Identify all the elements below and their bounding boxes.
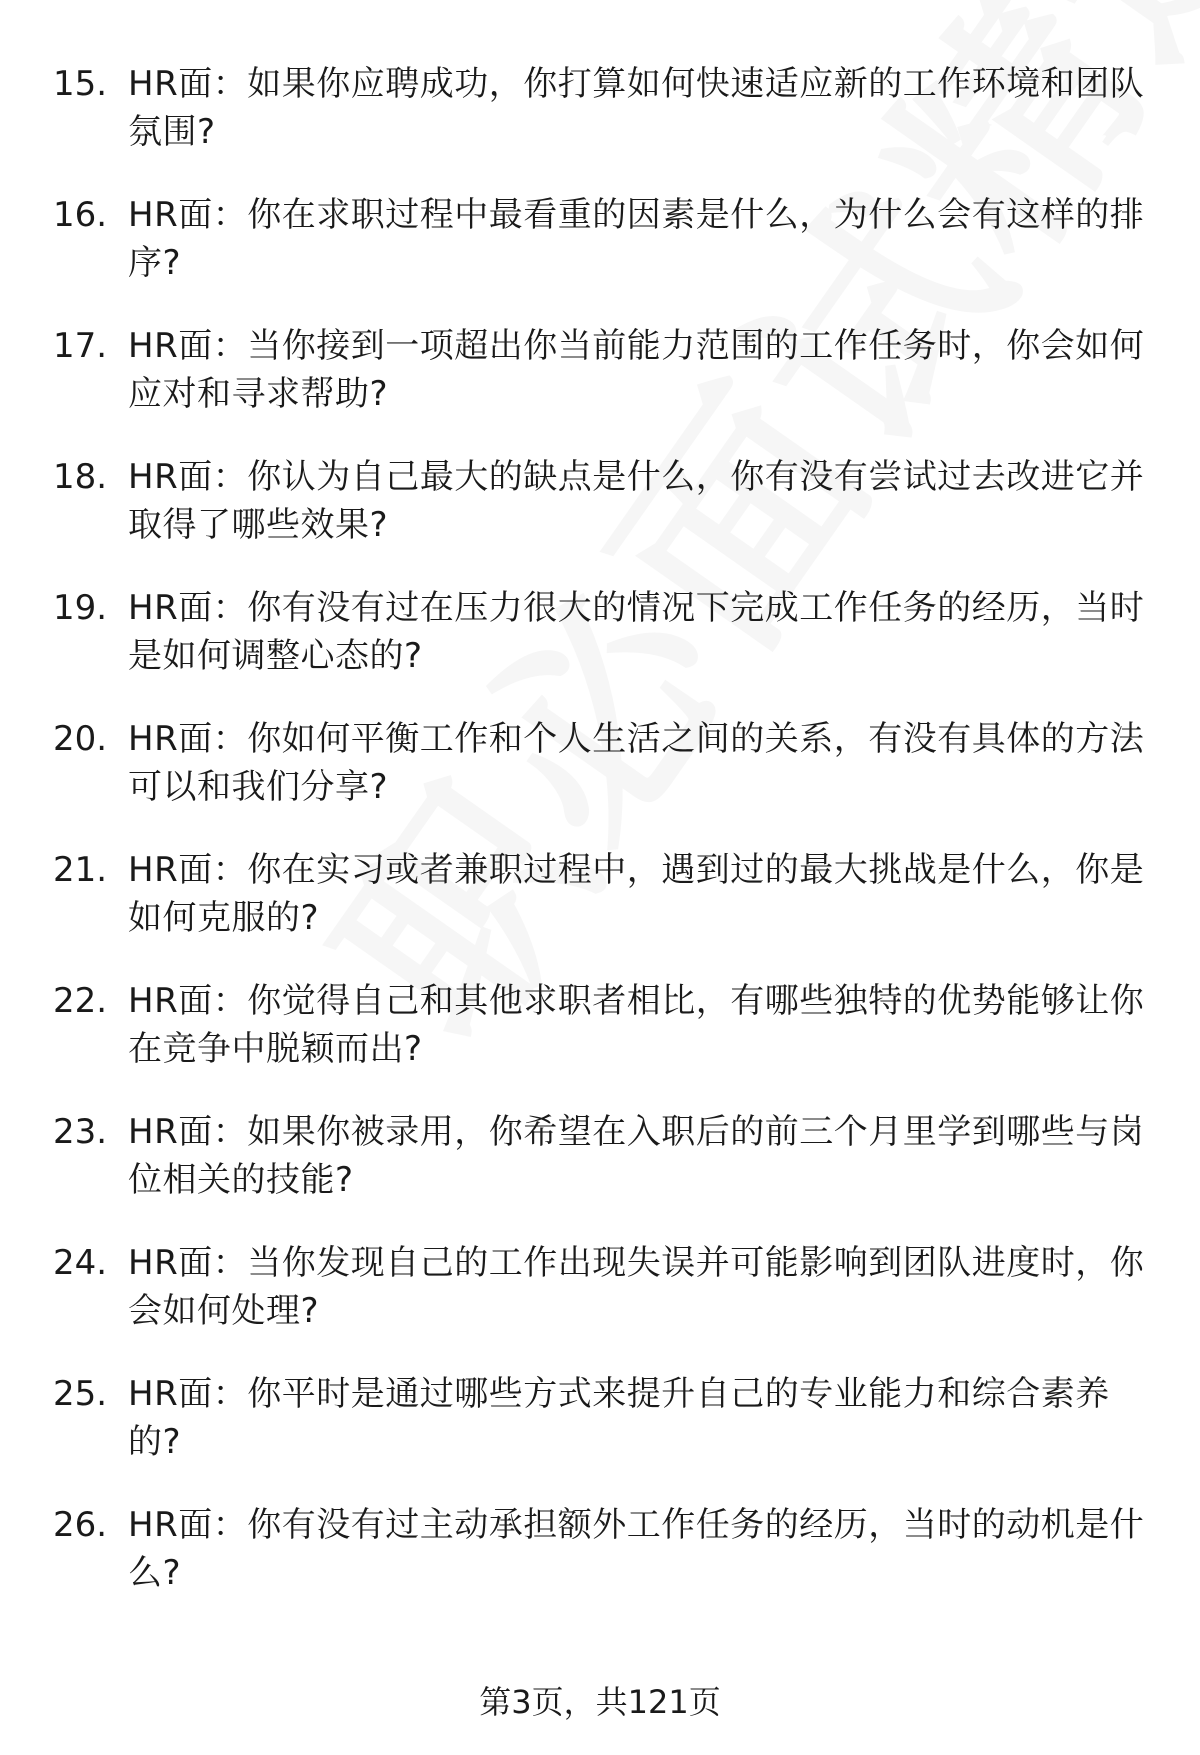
question-text: HR面：你在求职过程中最看重的因素是什么，为什么会有这样的排序? (128, 195, 1145, 283)
question-text: HR面：你平时是通过哪些方式来提升自己的专业能力和综合素养的? (128, 1374, 1110, 1462)
question-text: HR面：你有没有过在压力很大的情况下完成工作任务的经历，当时是如何调整心态的? (128, 588, 1145, 676)
list-item (0, 1370, 1200, 1501)
question-number: 25. (53, 1374, 108, 1414)
list-item (0, 715, 1200, 846)
list-item (0, 453, 1200, 584)
question-number: 21. (53, 850, 108, 890)
page-footer (0, 1680, 1200, 1724)
list-item (0, 977, 1200, 1108)
question-number: 19. (53, 588, 108, 628)
question-number: 26. (53, 1505, 108, 1545)
question-text: HR面：如果你应聘成功，你打算如何快速适应新的工作环境和团队氛围? (128, 64, 1145, 152)
question-list (0, 60, 1200, 1632)
list-item (0, 584, 1200, 715)
page-number-label: 第3页，共121页 (479, 1683, 721, 1721)
question-text: HR面：你在实习或者兼职过程中，遇到过的最大挑战是什么，你是如何克服的? (128, 850, 1145, 938)
question-number: 16. (53, 195, 108, 235)
question-text: HR面：你如何平衡工作和个人生活之间的关系，有没有具体的方法可以和我们分享? (128, 719, 1145, 807)
list-item (0, 191, 1200, 322)
question-text: HR面：当你接到一项超出你当前能力范围的工作任务时，你会如何应对和寻求帮助? (128, 326, 1145, 414)
question-text: HR面：当你发现自己的工作出现失误并可能影响到团队进度时，你会如何处理? (128, 1243, 1145, 1331)
list-item (0, 1501, 1200, 1632)
question-number: 15. (53, 64, 108, 104)
list-item (0, 322, 1200, 453)
question-number: 24. (53, 1243, 108, 1283)
question-text: HR面：你认为自己最大的缺点是什么，你有没有尝试过去改进它并取得了哪些效果? (128, 457, 1145, 545)
question-text: HR面：如果你被录用，你希望在入职后的前三个月里学到哪些与岗位相关的技能? (128, 1112, 1145, 1200)
list-item (0, 846, 1200, 977)
list-item (0, 1108, 1200, 1239)
list-item (0, 1239, 1200, 1370)
question-number: 20. (53, 719, 108, 759)
list-item (0, 60, 1200, 191)
question-number: 22. (53, 981, 108, 1021)
question-text: HR面：你觉得自己和其他求职者相比，有哪些独特的优势能够让你在竞争中脱颖而出? (128, 981, 1145, 1069)
question-number: 18. (53, 457, 108, 497)
question-number: 23. (53, 1112, 108, 1152)
question-text: HR面：你有没有过主动承担额外工作任务的经历，当时的动机是什么? (128, 1505, 1145, 1593)
question-number: 17. (53, 326, 108, 366)
